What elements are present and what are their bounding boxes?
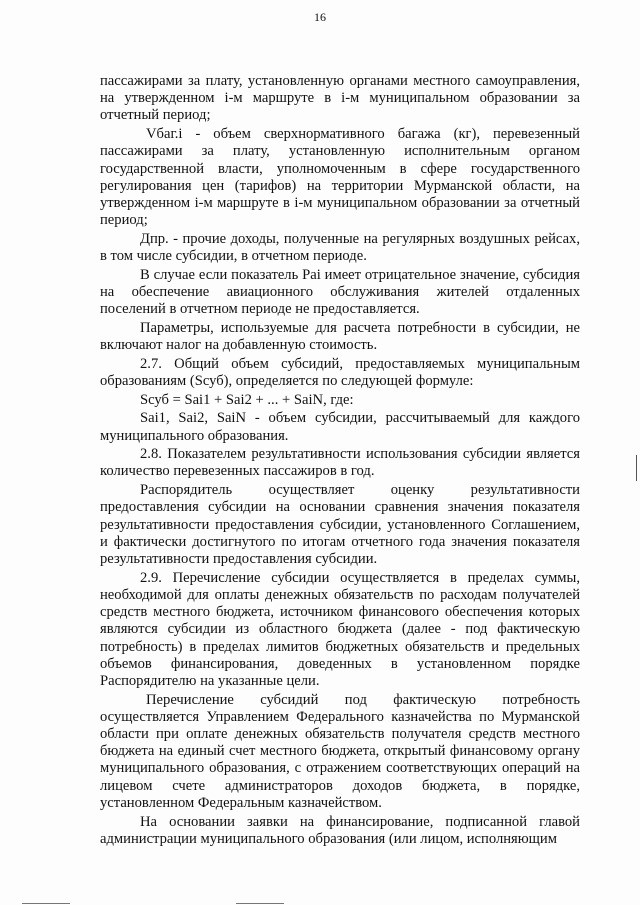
paragraph: пассажирами за плату, установленную органами местного самоуправления, на утвержденном i-м маршруте в i-м муниципальном образовании за отчетный период; (100, 73, 580, 124)
paragraph: Sai1, Sai2, SaiN - объем субсидии, рассчитываемый для каждого муниципального образования. (100, 410, 580, 444)
formula: Sсуб = Sai1 + Sai2 + ... + SaiN, где: (140, 391, 354, 408)
paragraph: Перечисление субсидий под фактическую потребность осуществляется Управлением Федерального казначейства по Мурманской области при оплате денежных обязательств получателя средств местного бюджета на единый счет местного бюджета, открытый финансовому органу муниципального образования, с отражением соответствующих операций на лицевом счете администраторов доходов бюджета, в порядке, установленном Федеральным казначейством. (100, 691, 580, 811)
paragraph: Распорядитель осуществляет оценку результативности предоставления субсидии на основании сравнения значения показателя результативности предоставления субсидии, установленного Соглашением, и фактически достигнутого по итогам отчетного года значения показателя результативности предоставления субсидии. (100, 482, 580, 567)
scan-edge-mark (636, 455, 637, 481)
scan-bottom-mark (22, 903, 70, 904)
paragraph: Параметры, используемые для расчета потребности в субсидии, не включают налог на добавленную стоимость. (100, 319, 580, 354)
paragraph: Дпр. - прочие доходы, полученные на регулярных воздушных рейсах, в том числе субсидии, в отчетном периоде. (100, 230, 580, 265)
page-number: 16 (314, 10, 326, 24)
paragraph: На основании заявки на финансирование, подписанной главой администрации муниципального образования (или лицом, исполняющим (100, 813, 580, 847)
paragraph: 2.9. Перечисление субсидии осуществляется в пределах суммы, необходимой для оплаты денежных обязательств по расходам получателей средств местного бюджета, источником финансового обеспечения которых являются субсидии из областного бюджета (далее - под фактическую потребность) в пределах лимитов бюджетных обязательств и предельных объемов финансирования, доведенных в установленном порядке Распорядителю на указанные цели. (100, 569, 580, 689)
document-body (100, 73, 580, 849)
paragraph: В случае если показатель Раi имеет отрицательное значение, субсидия на обеспечение авиационного обслуживания жителей отдаленных поселений в отчетном периоде не предоставляется. (100, 266, 580, 318)
paragraph: 2.7. Общий объем субсидий, предоставляемых муниципальным образованиям (Sсуб), определяется по следующей формуле: (100, 355, 580, 389)
scan-bottom-mark (236, 903, 284, 904)
paragraph: Vбаг.i - объем сверхнормативного багажа (кг), перевезенный пассажирами за плату, установленную исполнительным органом государственной власти, уполномоченным в сфере государственного регулирования цен (тарифов) на территории Мурманской области, на утвержденном i-м маршруте в i-м муниципальном образовании за отчетный период; (100, 126, 580, 229)
paragraph: 2.8. Показателем результативности использования субсидии является количество перевезенных пассажиров в год. (100, 446, 580, 480)
